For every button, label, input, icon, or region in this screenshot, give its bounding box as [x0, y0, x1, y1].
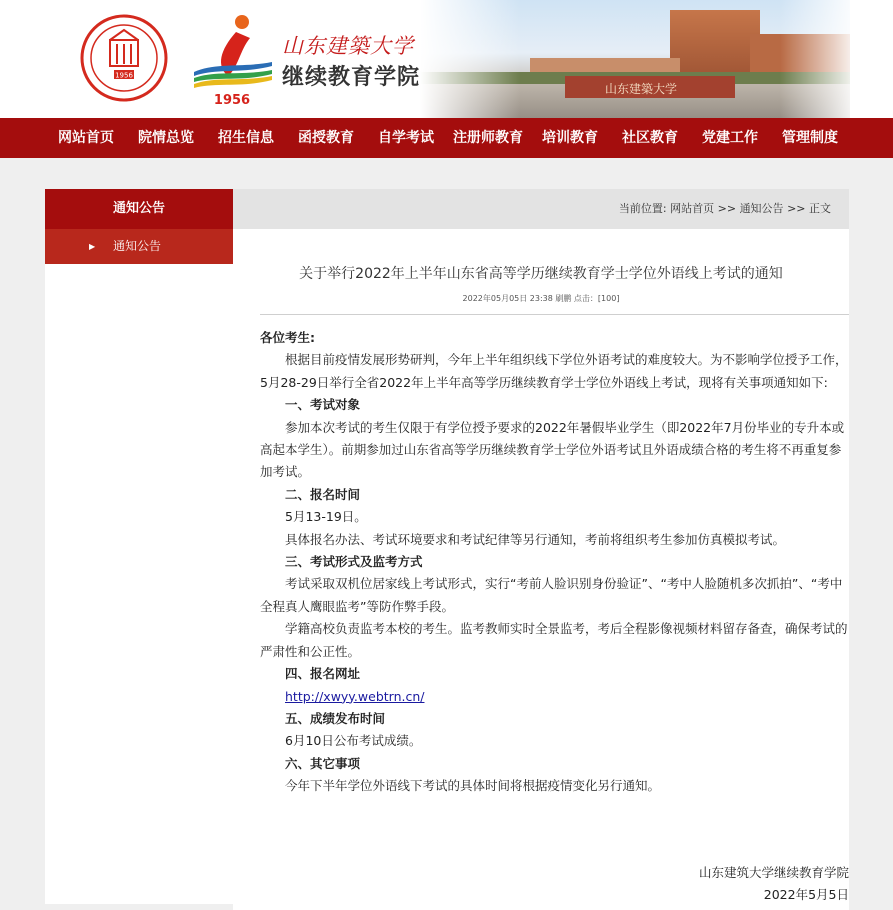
article-body — [260, 327, 850, 798]
nav-admissions[interactable]: 招生信息 — [218, 130, 274, 146]
breadcrumb-prefix: 当前位置: — [618, 202, 667, 215]
header-banner — [0, 0, 893, 118]
school-name-calligraphy: 山东建築大学 — [282, 34, 414, 58]
article-title: 关于举行2022年上半年山东省高等学历继续教育学士学位外语线上考试的通知 — [299, 266, 783, 282]
nav-overview[interactable]: 院情总览 — [138, 130, 194, 146]
nav-self-study-exam[interactable]: 自学考试 — [378, 130, 434, 146]
breadcrumb — [619, 189, 831, 229]
svg-text:1956: 1956 — [115, 71, 133, 80]
signature-date: 2022年5月5日 — [763, 887, 849, 902]
section-text: 6月10日公布考试成绩。 — [285, 733, 422, 749]
section-heading: 六、其它事项 — [285, 755, 361, 771]
section-text: 具体报名办法、考试环境要求和考试纪律等另行通知，考前将组织考生参加仿真模拟考试。 — [285, 531, 786, 547]
nav-home[interactable]: 网站首页 — [58, 130, 114, 146]
breadcrumb-separator: >> — [717, 202, 737, 215]
salutation: 各位考生: — [260, 330, 315, 345]
nav-training[interactable]: 培训教育 — [542, 130, 598, 146]
section-heading: 三、考试形式及监考方式 — [285, 554, 423, 570]
article-meta: 2022年05月05日 23:38 刷鹏 点击：[100] — [462, 294, 620, 303]
sidebar-item-notices[interactable] — [45, 229, 233, 264]
section-text: 今年下半年学位外语线下考试的具体时间将根据疫情变化另行通知。 — [285, 778, 661, 794]
intro-paragraph: 根据目前疫情发展形势研判，今年上半年组织线下学位外语考试的难度较大。为不影响学位授予工作，5月28-29日举行全省2022年上半年高等学历继续教育学士学位外语线上考试，现将有关事项通知如下: — [260, 352, 848, 390]
main-nav — [0, 118, 893, 158]
section-text: 考试采取双机位居家线上考试形式，实行“考前人脸识别身份验证”、“考中人脸随机多次抓拍”、“考中全程真人鹰眼监考”等防作弊手段。 — [260, 576, 843, 614]
university-seal-logo — [80, 14, 168, 102]
section-heading: 一、考试对象 — [285, 397, 361, 413]
breadcrumb-section-link[interactable]: 通知公告 — [739, 202, 784, 215]
breadcrumb-bar — [233, 189, 849, 229]
college-emblem-logo — [186, 10, 276, 108]
section-text: 学籍高校负责监考本校的考生。监考教师实时全景监考，考后全程影像视频材料留存备查，确保考试的严肃性和公正性。 — [260, 621, 848, 659]
college-name: 继续教育学院 — [282, 65, 421, 90]
section-text: 5月13-19日。 — [285, 509, 367, 525]
breadcrumb-current: 正文 — [809, 202, 831, 215]
section-heading: 四、报名网址 — [285, 666, 361, 682]
section-heading: 五、成绩发布时间 — [285, 710, 386, 726]
nav-registered-engineer[interactable]: 注册师教育 — [453, 130, 523, 146]
breadcrumb-home-link[interactable]: 网站首页 — [670, 202, 715, 215]
nav-regulations[interactable]: 管理制度 — [782, 130, 838, 146]
nav-correspondence[interactable]: 函授教育 — [298, 130, 354, 146]
nav-community[interactable]: 社区教育 — [622, 130, 678, 146]
section-text: 参加本次考试的考生仅限于有学位授予要求的2022年暑假毕业学生（即2022年7月份毕业的专升本或高起本学生）。前期参加过山东省高等学历继续教育学士学位外语考试且外语成绩合格的考生将不再重复参加考试。 — [260, 419, 845, 480]
divider — [260, 314, 849, 315]
triangle-right-icon: ▶ — [89, 242, 96, 251]
nav-party-building[interactable]: 党建工作 — [702, 130, 758, 146]
article-panel — [233, 229, 849, 910]
svg-text:1956: 1956 — [213, 93, 251, 108]
sidebar-heading: 通知公告 — [45, 189, 233, 229]
sidebar-item-label: 通知公告 — [113, 239, 162, 253]
registration-url-link[interactable]: http://xwyy.webtrn.cn/ — [285, 688, 425, 704]
gate-lettering: 山东建築大学 — [605, 82, 678, 96]
section-heading: 二、报名时间 — [285, 486, 361, 502]
breadcrumb-separator: >> — [787, 202, 806, 215]
signature-org: 山东建筑大学继续教育学院 — [698, 865, 849, 880]
sidebar-body — [45, 264, 233, 904]
